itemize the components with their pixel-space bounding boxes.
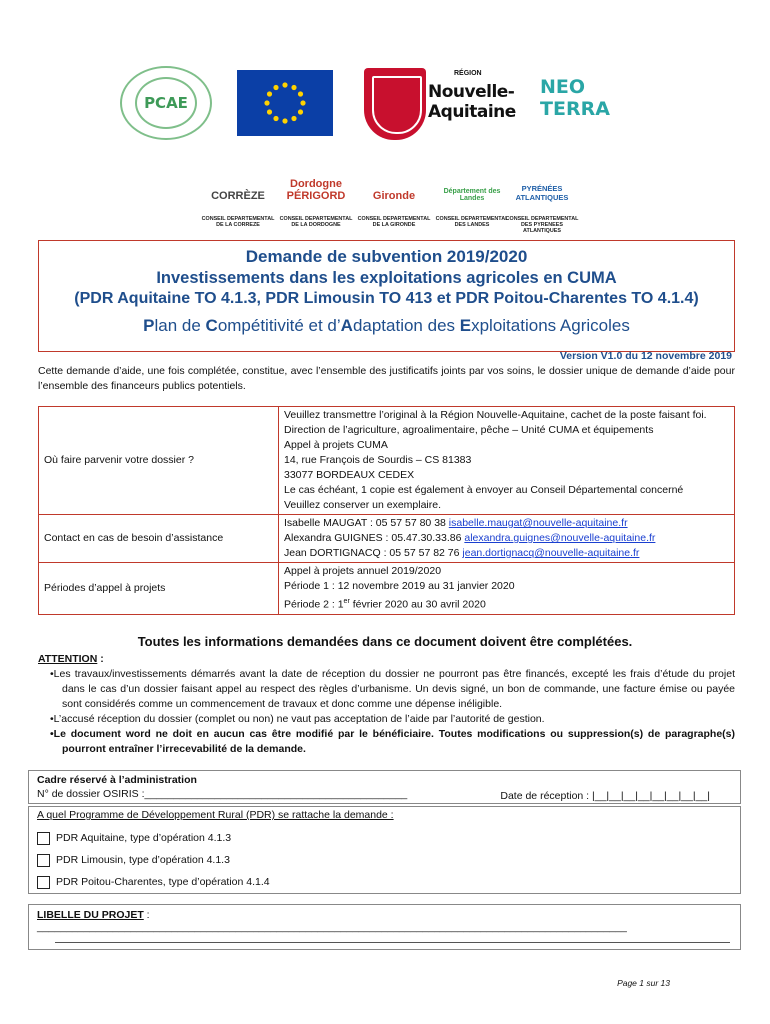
checkbox[interactable] xyxy=(37,876,50,889)
project-label-heading: LIBELLE DU PROJET xyxy=(37,909,144,921)
pdr-option-label: PDR Poitou-Charentes, type d’opération 4.1.4 xyxy=(56,876,270,888)
title-box xyxy=(38,240,735,352)
dept-correze xyxy=(200,168,276,228)
attention-section xyxy=(38,652,735,757)
plan-text: lan de xyxy=(154,316,206,335)
row-label: Où faire parvenir votre dossier ? xyxy=(39,407,279,515)
dept-caption: CONSEIL DEPARTEMENTAL DES LANDES xyxy=(435,216,509,229)
address-line: Direction de l’agriculture, agroalimentaire, pêche – Unité CUMA et équipements xyxy=(284,424,654,436)
admin-heading: Cadre réservé à l’administration xyxy=(37,774,197,786)
period-text: Période 2 : 1 xyxy=(284,598,344,611)
contact-line xyxy=(284,546,729,561)
dept-caption: CONSEIL DEPARTEMENTAL DE LA GIRONDE xyxy=(357,216,431,229)
dept-dordogne xyxy=(278,168,354,228)
dept-mark: Gironde xyxy=(372,190,416,202)
plan-text: daptation des xyxy=(352,316,460,335)
eu-flag-logo xyxy=(237,70,333,136)
project-label-field[interactable]: : _____________________________________________________________________________________________________ xyxy=(37,909,627,933)
dept-mark: PYRÉNÉES ATLANTIQUES xyxy=(515,184,569,202)
period-text: février 2020 au 30 avril 2020 xyxy=(349,598,486,611)
attention-bullet: •L’accusé réception du dossier (complet ou non) ne vaut pas acceptation de l’aide par l’autorité de gestion. xyxy=(50,713,545,725)
pdr-option-label: PDR Limousin, type d’opération 4.1.3 xyxy=(56,854,230,866)
period-line xyxy=(284,594,729,613)
row-value xyxy=(279,563,735,615)
version-label: Version V1.0 du 12 novembre 2019 xyxy=(559,350,732,362)
contact-line xyxy=(284,516,729,531)
pdr-option-label: PDR Aquitaine, type d’opération 4.1.3 xyxy=(56,832,232,844)
eu-stars-icon xyxy=(237,70,333,136)
region-name-line2: Aquitaine xyxy=(428,102,516,122)
dept-gironde xyxy=(356,168,432,228)
pdr-option[interactable] xyxy=(37,849,732,871)
pdr-option[interactable] xyxy=(37,827,732,849)
table-row xyxy=(39,407,735,515)
period-sup: er xyxy=(343,598,350,605)
region-name xyxy=(428,82,516,122)
reception-date-field[interactable]: Date de réception : |__|__|__|__|__|__|__|__| xyxy=(500,790,710,802)
pdr-box xyxy=(28,806,741,894)
document-title: Demande de subvention 2019/2020 xyxy=(245,247,528,266)
document-plan-title xyxy=(39,316,734,336)
osiris-number-field[interactable]: N° de dossier OSIRIS :_____________________________________________ xyxy=(37,788,408,800)
plan-initial: E xyxy=(459,316,472,335)
intro-paragraph: Cette demande d’aide, une fois complétée, constitue, avec l’ensemble des justificatifs joints par vos soins, le dossier unique de demande d’aide pour l’ensemble des financeurs publics potentiels. xyxy=(38,365,735,392)
address-line: 14, rue François de Sourdis – CS 81383 xyxy=(284,454,472,466)
pcae-logo xyxy=(120,66,212,140)
contact-name: Alexandra GUIGNES : 05.47.30.33.86 xyxy=(284,532,465,544)
dept-caption: CONSEIL DEPARTEMENTAL DE LA DORDOGNE xyxy=(279,216,353,229)
attention-bullet: •Les travaux/investissements démarrés avant la date de réception du dossier ne pourront pas être financés, excepté les frais d’étude du projet dans le cas d’un dossier faisant appel au respect des règles d’urbanisme. Un devis signé, un bon de commande, une facture émise ou payée sont considérés comme un commencement de travaux et donc comme une dépense inéligible. xyxy=(50,668,735,710)
checkbox[interactable] xyxy=(37,832,50,845)
page-number: Page 1 sur 13 xyxy=(617,978,670,988)
row-value xyxy=(279,515,735,563)
plan-initial: P xyxy=(143,316,155,335)
neoterra-line1: NEO xyxy=(540,76,586,98)
dept-landes xyxy=(434,168,510,228)
contact-email-link[interactable]: isabelle.maugat@nouvelle-aquitaine.fr xyxy=(448,517,628,529)
contact-line xyxy=(284,531,729,546)
period-line: Période 1 : 12 novembre 2019 au 31 janvier 2020 xyxy=(284,580,515,592)
dept-caption: CONSEIL DEPARTEMENTAL DES PYRENEES ATLANTIQUES xyxy=(505,216,579,235)
period-line: Appel à projets annuel 2019/2020 xyxy=(284,565,442,577)
pcae-logo-text: PCAE xyxy=(135,77,197,129)
department-logos xyxy=(200,168,580,234)
dept-pyrenees xyxy=(504,168,580,235)
partner-logos xyxy=(0,62,770,146)
region-label: RÉGION xyxy=(454,70,482,77)
contact-name: Isabelle MAUGAT : 05 57 57 80 38 xyxy=(284,517,449,529)
address-line: Le cas échéant, 1 copie est également à envoyer au Conseil Départemental concerné xyxy=(284,484,684,496)
document-subtitle: Investissements dans les exploitations agricoles en CUMA xyxy=(156,269,617,287)
dept-mark: Dordogne PÉRIGORD xyxy=(286,178,346,202)
project-label-box xyxy=(28,904,741,950)
plan-initial: C xyxy=(205,316,218,335)
region-nouvelle-aquitaine-logo xyxy=(364,68,524,140)
attention-heading: ATTENTION xyxy=(38,653,98,665)
neoterra-logo xyxy=(540,76,620,126)
row-value xyxy=(279,407,735,515)
contact-email-link[interactable]: jean.dortignacq@nouvelle-aquitaine.fr xyxy=(462,547,640,559)
table-row xyxy=(39,563,735,615)
project-label-line[interactable] xyxy=(55,942,730,943)
pdr-option[interactable] xyxy=(37,871,732,893)
pdr-heading: A quel Programme de Développement Rural (PDR) se rattache la demande : xyxy=(37,809,394,821)
contact-name: Jean DORTIGNACQ : 05 57 57 82 76 xyxy=(284,547,463,559)
table-row xyxy=(39,515,735,563)
dept-caption: CONSEIL DEPARTEMENTAL DE LA CORREZE xyxy=(201,216,275,229)
checkbox[interactable] xyxy=(37,854,50,867)
plan-text: xploitations Agricoles xyxy=(471,316,630,335)
region-name-line1: Nouvelle- xyxy=(428,82,515,102)
document-pdr-reference: (PDR Aquitaine TO 4.1.3, PDR Limousin TO 413 et PDR Poitou-Charentes TO 4.1.4) xyxy=(74,290,699,307)
address-line: Veuillez transmettre l’original à la Région Nouvelle-Aquitaine, cachet de la poste faisant foi. xyxy=(284,409,707,421)
info-table xyxy=(38,406,735,615)
plan-text: ompétitivité et d’ xyxy=(217,316,341,335)
plan-initial: A xyxy=(340,316,353,335)
dept-mark: Département des Landes xyxy=(443,188,501,202)
address-line: Veuillez conserver un exemplaire. xyxy=(284,499,441,511)
address-line: Appel à projets CUMA xyxy=(284,439,388,451)
attention-bullet-bold: •Le document word ne doit en aucun cas être modifié par le bénéficiaire. Toutes modifications ou suppression(s) de paragraphe(s) pourront entraîner l’irrecevabilité de la demande. xyxy=(50,728,735,755)
region-shield-icon xyxy=(364,68,426,140)
neoterra-line2: TERRA xyxy=(540,98,610,120)
contact-email-link[interactable]: alexandra.guignes@nouvelle-aquitaine.fr xyxy=(464,532,656,544)
dept-mark: CORRÈZE xyxy=(211,190,265,202)
row-label: Contact en cas de besoin d’assistance xyxy=(39,515,279,563)
completion-notice: Toutes les informations demandées dans ce document doivent être complétées. xyxy=(137,634,633,649)
admin-box xyxy=(28,770,741,804)
attention-colon: : xyxy=(97,653,104,665)
row-label: Périodes d’appel à projets xyxy=(39,563,279,615)
address-line: 33077 BORDEAUX CEDEX xyxy=(284,469,415,481)
